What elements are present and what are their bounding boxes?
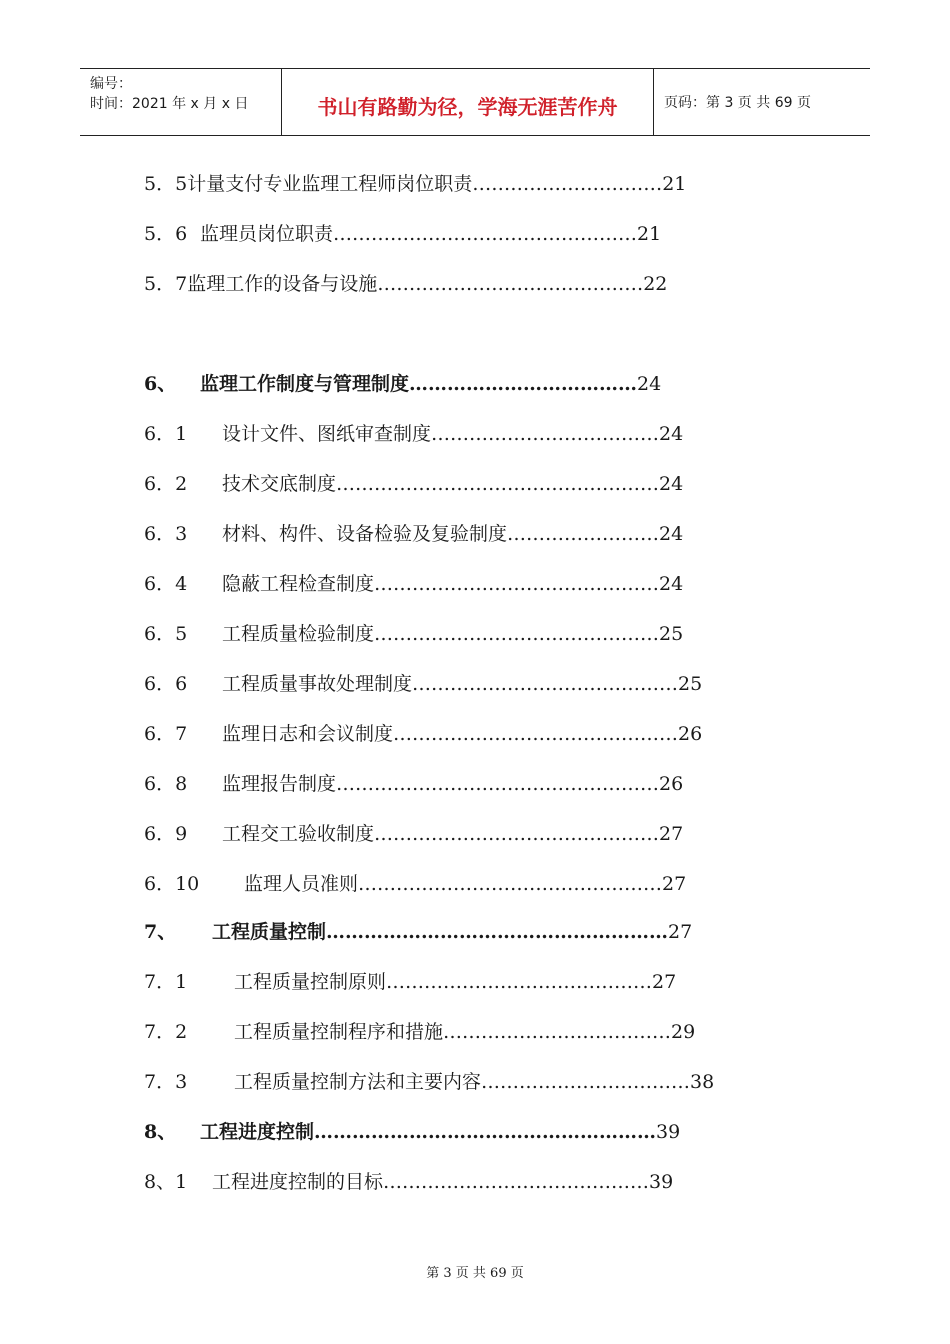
- toc-entry-leader: ………………………………: [431, 423, 660, 445]
- toc-entry[interactable]: [144, 722, 702, 746]
- toc-entry-number: 6．2: [144, 473, 188, 495]
- toc-entry-number: 6．7: [144, 723, 188, 745]
- toc-entry-title: 监理工作的设备与设施: [187, 273, 378, 295]
- toc-entry-leader: ………………………………………: [374, 823, 660, 845]
- toc-entry-page: 26: [659, 773, 684, 795]
- toc-entry-leader: …………………………: [472, 173, 663, 195]
- toc-entry-number: 6、: [144, 373, 177, 395]
- toc-entry-number: 5．7: [144, 273, 188, 295]
- toc-entry-number: 6．6: [144, 673, 188, 695]
- toc-entry-number: 5．6: [144, 223, 188, 245]
- toc-entry[interactable]: [144, 172, 686, 196]
- toc-entry-title: 监理报告制度: [222, 773, 337, 795]
- toc-entry-page: 25: [659, 623, 684, 645]
- toc-entry-title: 工程质量控制方法和主要内容: [234, 1071, 482, 1093]
- toc-entry-leader: ……………………………………: [383, 1171, 650, 1193]
- toc-entry-leader: ………………………………………………: [326, 921, 669, 943]
- toc-entry-leader: ……………………………: [481, 1071, 691, 1093]
- toc-entry[interactable]: [144, 1170, 673, 1194]
- toc-entry-leader: ………………………………………: [374, 573, 660, 595]
- toc-entry-page: 22: [643, 273, 668, 295]
- toc-entry-leader: ……………………: [507, 523, 660, 545]
- toc-entry-page: 21: [662, 173, 687, 195]
- toc-entry-title: 工程进度控制: [200, 1121, 315, 1143]
- toc-entry-page: 27: [659, 823, 684, 845]
- toc-entry[interactable]: [144, 622, 683, 646]
- time-label: 时间：2021 年 x 月 x 日: [90, 96, 249, 112]
- toc-entry-number: 7、: [144, 921, 177, 943]
- toc-entry[interactable]: [144, 822, 683, 846]
- toc-entry[interactable]: [144, 372, 661, 396]
- toc-entry[interactable]: [144, 472, 683, 496]
- toc-entry-page: 39: [649, 1171, 674, 1193]
- toc-entry[interactable]: [144, 920, 692, 944]
- toc-entry-leader: …………………………………………: [358, 873, 663, 895]
- toc-entry[interactable]: [144, 422, 683, 446]
- toc-entry-page: 24: [659, 473, 684, 495]
- toc-entry-title: 监理人员准则: [244, 873, 359, 895]
- toc-entry-page: 21: [637, 223, 662, 245]
- toc-entry-title: 材料、构件、设备检验及复验制度: [222, 523, 508, 545]
- toc-entry[interactable]: [144, 772, 683, 796]
- toc-entry-number: 6．5: [144, 623, 188, 645]
- toc-entry-page: 29: [671, 1021, 696, 1043]
- header-meta: [80, 69, 282, 135]
- toc-entry[interactable]: [144, 272, 667, 296]
- toc-entry[interactable]: [144, 970, 676, 994]
- toc-entry[interactable]: [144, 222, 661, 246]
- toc-entry-leader: ……………………………………………: [336, 773, 660, 795]
- toc-entry-page: 25: [678, 673, 703, 695]
- toc-entry-title: 工程质量事故处理制度: [222, 673, 413, 695]
- page-header: [80, 68, 870, 136]
- toc-entry-number: 6．10: [144, 873, 200, 895]
- toc-entry-leader: ………………………………………: [393, 723, 679, 745]
- toc-entry-title: 工程质量控制: [212, 921, 327, 943]
- toc-entry-page: 27: [652, 971, 677, 993]
- toc-entry-page: 24: [659, 423, 684, 445]
- toc-entry-title: 工程交工验收制度: [222, 823, 375, 845]
- toc-entry[interactable]: [144, 872, 686, 896]
- toc-entry-page: 24: [659, 573, 684, 595]
- header-motto: 书山有路勤为径，学海无涯苦作舟: [282, 69, 654, 135]
- header-page-info: 页码：第 3 页 共 69 页: [664, 95, 811, 111]
- toc-entry-number: 6．9: [144, 823, 188, 845]
- toc-entry-title: 设计文件、图纸审查制度: [222, 423, 432, 445]
- toc-entry-title: 计量支付专业监理工程师岗位职责: [187, 173, 473, 195]
- toc-entry-title: 工程质量控制原则: [234, 971, 387, 993]
- toc-entry-number: 6．8: [144, 773, 188, 795]
- toc-entry-page: 39: [656, 1121, 681, 1143]
- toc-entry-leader: ………………………………………………: [314, 1121, 657, 1143]
- toc-entry-number: 8、1: [144, 1171, 188, 1193]
- toc-entry-leader: ………………………………: [443, 1021, 672, 1043]
- toc-entry-number: 5．5: [144, 173, 188, 195]
- toc-entry-title: 隐蔽工程检查制度: [222, 573, 375, 595]
- toc-entry-title: 技术交底制度: [222, 473, 337, 495]
- toc-entry-number: 8、: [144, 1121, 177, 1143]
- toc-entry-number: 6．1: [144, 423, 188, 445]
- toc-entry[interactable]: [144, 1020, 695, 1044]
- toc-entry-page: 24: [659, 523, 684, 545]
- toc-entry[interactable]: [144, 1070, 714, 1094]
- toc-entry-title: 监理员岗位职责: [200, 223, 334, 245]
- toc-entry-title: 工程进度控制的目标: [212, 1171, 384, 1193]
- toc-entry-number: 7．1: [144, 971, 188, 993]
- toc-entry-page: 26: [678, 723, 703, 745]
- toc-entry-title: 监理工作制度与管理制度: [200, 373, 410, 395]
- toc-entry-number: 7．3: [144, 1071, 188, 1093]
- toc-entry[interactable]: [144, 672, 702, 696]
- toc-entry[interactable]: [144, 522, 683, 546]
- toc-entry-leader: …………………………………………: [333, 223, 638, 245]
- toc-entry-leader: ………………………………: [409, 373, 638, 395]
- toc-entry-page: 38: [690, 1071, 715, 1093]
- toc-entry-title: 监理日志和会议制度: [222, 723, 394, 745]
- toc-entry-leader: ……………………………………………: [336, 473, 660, 495]
- toc-entry-page: 24: [637, 373, 662, 395]
- toc-entry-leader: ……………………………………: [412, 673, 679, 695]
- toc-entry-page: 27: [662, 873, 687, 895]
- toc-entry-number: 6．4: [144, 573, 188, 595]
- toc-entry-title: 工程质量检验制度: [222, 623, 375, 645]
- toc-entry-number: 6．3: [144, 523, 188, 545]
- toc-entry-page: 27: [668, 921, 693, 943]
- page-footer: 第 3 页 共 69 页: [426, 1266, 524, 1281]
- toc-entry-number: 7．2: [144, 1021, 188, 1043]
- toc-entry[interactable]: [144, 1120, 680, 1144]
- toc-entry-leader: ……………………………………: [377, 273, 644, 295]
- toc-entry-title: 工程质量控制程序和措施: [234, 1021, 444, 1043]
- number-label: 编号：: [90, 76, 132, 92]
- toc-entry-leader: ………………………………………: [374, 623, 660, 645]
- toc-entry[interactable]: [144, 572, 683, 596]
- toc-entry-leader: ……………………………………: [386, 971, 653, 993]
